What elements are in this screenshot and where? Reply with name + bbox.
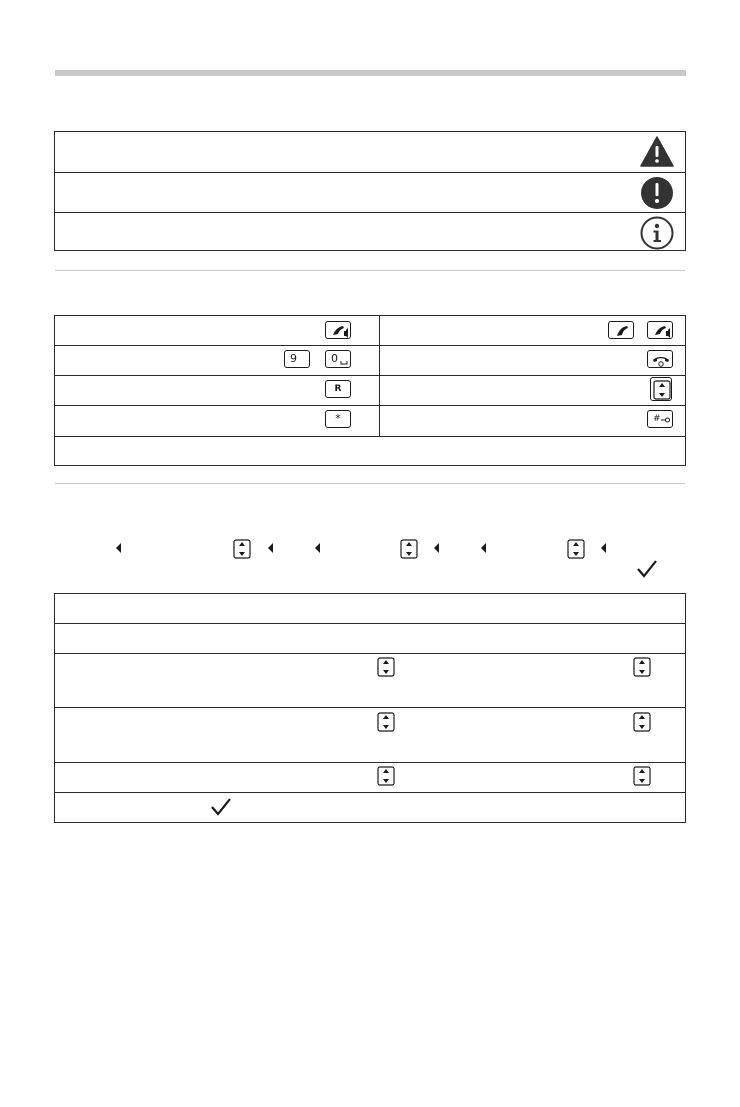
recall-r-key: R: [325, 380, 351, 398]
left-triangle-icon: [116, 543, 122, 553]
call-speaker-key: [325, 321, 351, 339]
navigation-up-down-icon: [651, 378, 673, 402]
handset-speaker-icon: [326, 322, 352, 340]
navigation-up-down-icon: [631, 710, 653, 734]
digit-zero-key: [325, 350, 351, 368]
check-mark-icon: [636, 559, 658, 579]
key-symbols-table: [54, 315, 686, 466]
navigation-up-down-icon: [231, 537, 253, 561]
left-triangle-icon: [434, 543, 440, 553]
warning-row: [55, 132, 685, 172]
left-triangle-icon: [481, 543, 487, 553]
procedure-row-4: [55, 707, 685, 708]
warning-triangle-icon: [640, 136, 674, 168]
section-divider-2: [55, 483, 685, 484]
digit-zero-label: 0: [331, 352, 338, 365]
navigation-up-down-icon: [631, 764, 653, 788]
key-row-2: [55, 375, 685, 376]
exclamation-circle-icon: [640, 176, 674, 210]
digit-nine-key: 9: [284, 350, 310, 368]
column-separator: [379, 316, 380, 436]
header-rule: [55, 70, 686, 76]
hash-key: [647, 410, 673, 428]
procedure-row-5: [55, 762, 685, 763]
info-row: [55, 212, 685, 252]
navigation-up-down-icon: [375, 655, 397, 679]
navigation-up-down-icon: [565, 537, 587, 561]
check-mark-icon: [210, 797, 232, 817]
navigation-up-down-icon: [398, 537, 420, 561]
left-triangle-icon: [601, 543, 607, 553]
navigation-key: [650, 377, 672, 401]
call-key: [608, 321, 634, 339]
key-row-3: [55, 405, 685, 406]
navigation-up-down-icon: [631, 655, 653, 679]
navigation-up-down-icon: [375, 764, 397, 788]
handset-speaker-icon: [648, 322, 674, 340]
key-row-1: [55, 345, 685, 346]
navigation-up-down-icon: [375, 710, 397, 734]
call-speaker-key-2: [647, 321, 673, 339]
procedure-table: [54, 593, 686, 823]
end-call-icon: [648, 351, 674, 369]
attention-row: [55, 172, 685, 212]
star-key: *: [325, 410, 351, 428]
key-row-4: [55, 436, 685, 437]
procedure-row-3: [55, 653, 685, 654]
space-symbol-icon: [326, 351, 352, 369]
procedure-row-6: [55, 792, 685, 793]
left-triangle-icon: [268, 543, 274, 553]
handset-icon: [609, 322, 635, 340]
section-divider: [55, 270, 685, 271]
key-lock-icon: [648, 411, 674, 429]
info-circle-icon: [640, 216, 674, 250]
safety-notes-table: [54, 131, 686, 251]
end-call-key: [647, 350, 673, 368]
procedure-row-2: [55, 623, 685, 624]
left-triangle-icon: [315, 543, 321, 553]
hash-key-label: #: [653, 414, 661, 424]
